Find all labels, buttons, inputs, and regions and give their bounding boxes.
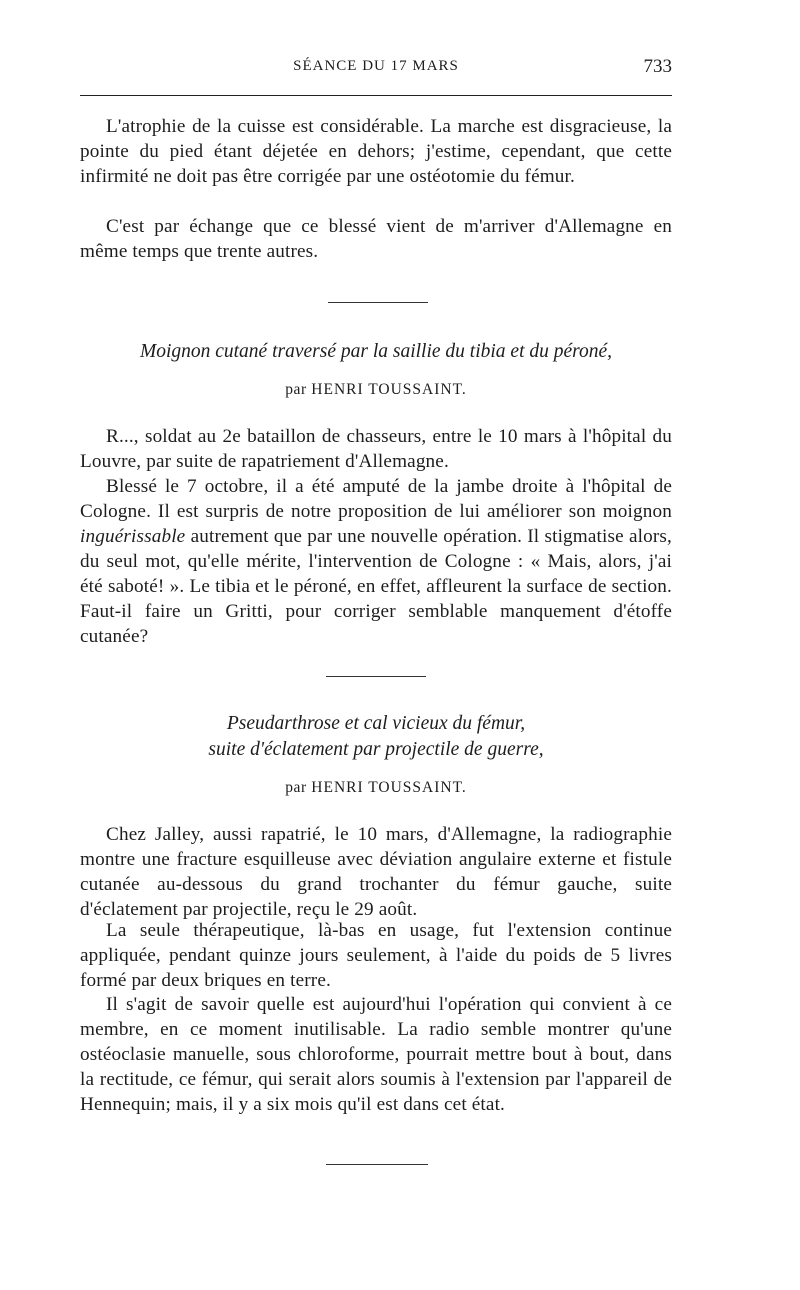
running-title: SÉANCE DU 17 MARS [293,58,459,74]
section-2-paragraph-1: Chez Jalley, aussi rapatrié, le 10 mars, d'Allemagne, la radiographie montre une fracture esquilleuse avec déviation angulaire externe et fistule cutanée au-dessous du grand trochanter du fémur gauche, suite d'éclatement par projectile, reçu le 29 août. [80,824,672,920]
byline-prefix: par [285,381,307,398]
section-separator-1 [328,302,428,303]
header-rule [80,95,672,96]
section-2-title-line-1: Pseudarthrose et cal vicieux du fémur, [226,713,526,734]
italic-term: inguérissable [80,526,186,547]
section-2-paragraph-2: La seule thérapeutique, là-bas en usage, fut l'extension continue appliquée, pendant quinze jours seulement, à l'aide du poids de 5 livres formé par deux briques en terre. [80,920,672,991]
section-separator-3 [326,1164,428,1165]
author-name: HENRI TOUSSAINT. [311,381,467,398]
section-2-paragraph-3: Il s'agit de savoir quelle est aujourd'hui l'opération qui convient à ce membre, en ce moment inutilisable. La radio semble montrer qu'une ostéoclasie manuelle, sous chloroforme, pourrait mettre bout à bout, dans la rectitude, ce fémur, qui serait alors soumis à l'extension par l'appareil de Hennequin; mais, il y a six mois qu'il est dans cet état. [80,994,672,1115]
section-1-paragraph-2 [80,474,672,649]
section-1-byline [80,381,672,399]
section-2-byline [80,779,672,797]
author-name: HENRI TOUSSAINT. [311,779,467,796]
intro-paragraph-2: C'est par échange que ce blessé vient de m'arriver d'Allemagne en même temps que trente autres. [80,216,672,262]
section-1-title: Moignon cutané traversé par la saillie du tibia et du péroné, [139,341,613,362]
section-1-paragraph-1: R..., soldat au 2e bataillon de chasseurs, entre le 10 mars à l'hôpital du Louvre, par suite de rapatriement d'Allemagne. [80,426,672,472]
paragraph-text: Blessé le 7 octobre, il a été amputé de la jambe droite à l'hôpital de Cologne. Il est surpris de notre proposition de lui améliorer son moignon [80,476,672,522]
byline-prefix: par [285,779,307,796]
page-number: 733 [643,56,672,77]
intro-paragraph-1: L'atrophie de la cuisse est considérable. La marche est disgracieuse, la pointe du pied étant déjetée en dehors; j'estime, cependant, que cette infirmité ne doit pas être corrigée par une ostéotomie du fémur. [80,116,672,187]
running-head [80,58,672,86]
section-separator-2 [326,676,426,677]
paragraph-text: autrement que par une nouvelle opération. Il stigmatise alors, du seul mot, qu'elle mérite, l'intervention de Cologne : « Mais, alors, j'ai été saboté! ». Le tibia et le péroné, en effet, affleurent la surface de section. Faut-il faire un Gritti, pour corriger semblable manquement d'étoffe cutanée? [80,526,672,647]
section-2-title-line-2: suite d'éclatement par projectile de guerre, [208,739,544,760]
